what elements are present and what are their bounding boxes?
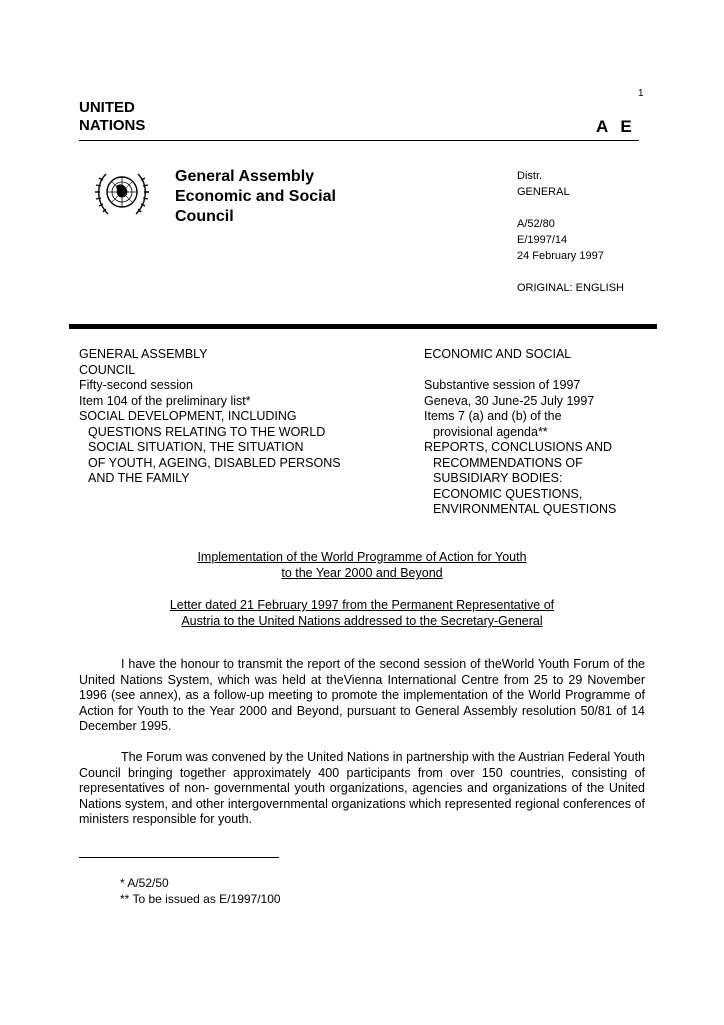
language-codes: A E <box>596 117 636 136</box>
ecosoc-column <box>424 347 654 518</box>
organ-line1: General Assembly <box>175 168 315 185</box>
column-line: AND THE FAMILY <box>88 471 190 485</box>
org-name <box>79 99 145 135</box>
footnote: * A/52/50 <box>120 876 169 890</box>
column-line: OF YOUTH, AGEING, DISABLED PERSONS <box>88 455 341 470</box>
body-paragraph: I have the honour to transmit the report of the second session of theWorld Youth Forum of the United Nations System, which was held at theVienna International Centre from 25 to 29 November 1996 (see annex), as a follow-up meeting to promote the implementation of the World Programme of Action for Youth to the Year 2000 and Beyond, pursuant to General Assembly resolution 50/81 of 14 December 1995. <box>79 657 645 733</box>
original-language: ORIGINAL: ENGLISH <box>517 282 624 294</box>
column-line: provisional agenda** <box>433 424 548 439</box>
column-line: Items 7 (a) and (b) of the <box>424 409 562 423</box>
column-line: GENERAL ASSEMBLY <box>79 347 208 361</box>
org-name-line1: UNITED <box>79 99 135 116</box>
un-emblem-icon <box>92 164 152 220</box>
page-number: 1 <box>638 88 644 99</box>
distribution-block <box>517 168 624 296</box>
body-paragraph: The Forum was convened by the United Nations in partnership with the Austrian Federal Youth Council bringing together approximately 400 participants from over 150 countries, consisting of representatives of non- governmental youth organizations, agencies and organizations of the United Nations system, and other intergovernmental organizations which represented regional conferences of ministers responsible for youth. <box>79 750 645 826</box>
column-line: Item 104 of the preliminary list* <box>79 393 251 408</box>
column-line: ECONOMIC QUESTIONS, <box>433 486 583 501</box>
column-line: SUBSIDIARY BODIES: <box>433 471 563 485</box>
column-line: ECONOMIC AND SOCIAL <box>424 347 572 361</box>
distr-level: GENERAL <box>517 186 570 198</box>
title-line1: Implementation of the World Programme of Action for Youth <box>197 550 527 564</box>
document-symbol-a: A/52/80 <box>517 218 555 230</box>
column-line: SOCIAL DEVELOPMENT, INCLUDING <box>79 409 297 423</box>
header-divider <box>79 140 639 141</box>
column-line: Fifty-second session <box>79 378 193 392</box>
column-line: ENVIRONMENTAL QUESTIONS <box>433 502 617 516</box>
letter-title-line2: Austria to the United Nations addressed to the Secretary-General <box>181 614 543 628</box>
organ-line3: Council <box>175 208 234 225</box>
title-line2: to the Year 2000 and Beyond <box>281 566 443 580</box>
organ-line2: Economic and Social <box>175 188 336 205</box>
column-line: QUESTIONS RELATING TO THE WORLD <box>88 424 326 439</box>
org-name-line2: NATIONS <box>79 117 146 134</box>
column-line: COUNCIL <box>79 362 136 377</box>
footnote: ** To be issued as E/1997/100 <box>120 892 281 906</box>
document-title <box>79 549 645 581</box>
document-date: 24 February 1997 <box>517 250 604 262</box>
column-line: REPORTS, CONCLUSIONS AND <box>424 440 613 454</box>
letter-title-line1: Letter dated 21 February 1997 from the Permanent Representative of <box>169 598 555 612</box>
masthead-divider <box>69 324 657 329</box>
column-line: Geneva, 30 June-25 July 1997 <box>424 393 595 408</box>
column-line: Substantive session of 1997 <box>424 378 581 392</box>
distr-label: Distr. <box>517 170 543 182</box>
footnote-divider <box>79 857 279 858</box>
column-line: RECOMMENDATIONS OF <box>433 455 583 470</box>
general-assembly-column <box>79 347 399 487</box>
issuing-organs <box>175 167 336 227</box>
column-line: SOCIAL SITUATION, THE SITUATION <box>88 440 304 454</box>
letter-title <box>79 597 645 629</box>
document-symbol-e: E/1997/14 <box>517 234 568 246</box>
